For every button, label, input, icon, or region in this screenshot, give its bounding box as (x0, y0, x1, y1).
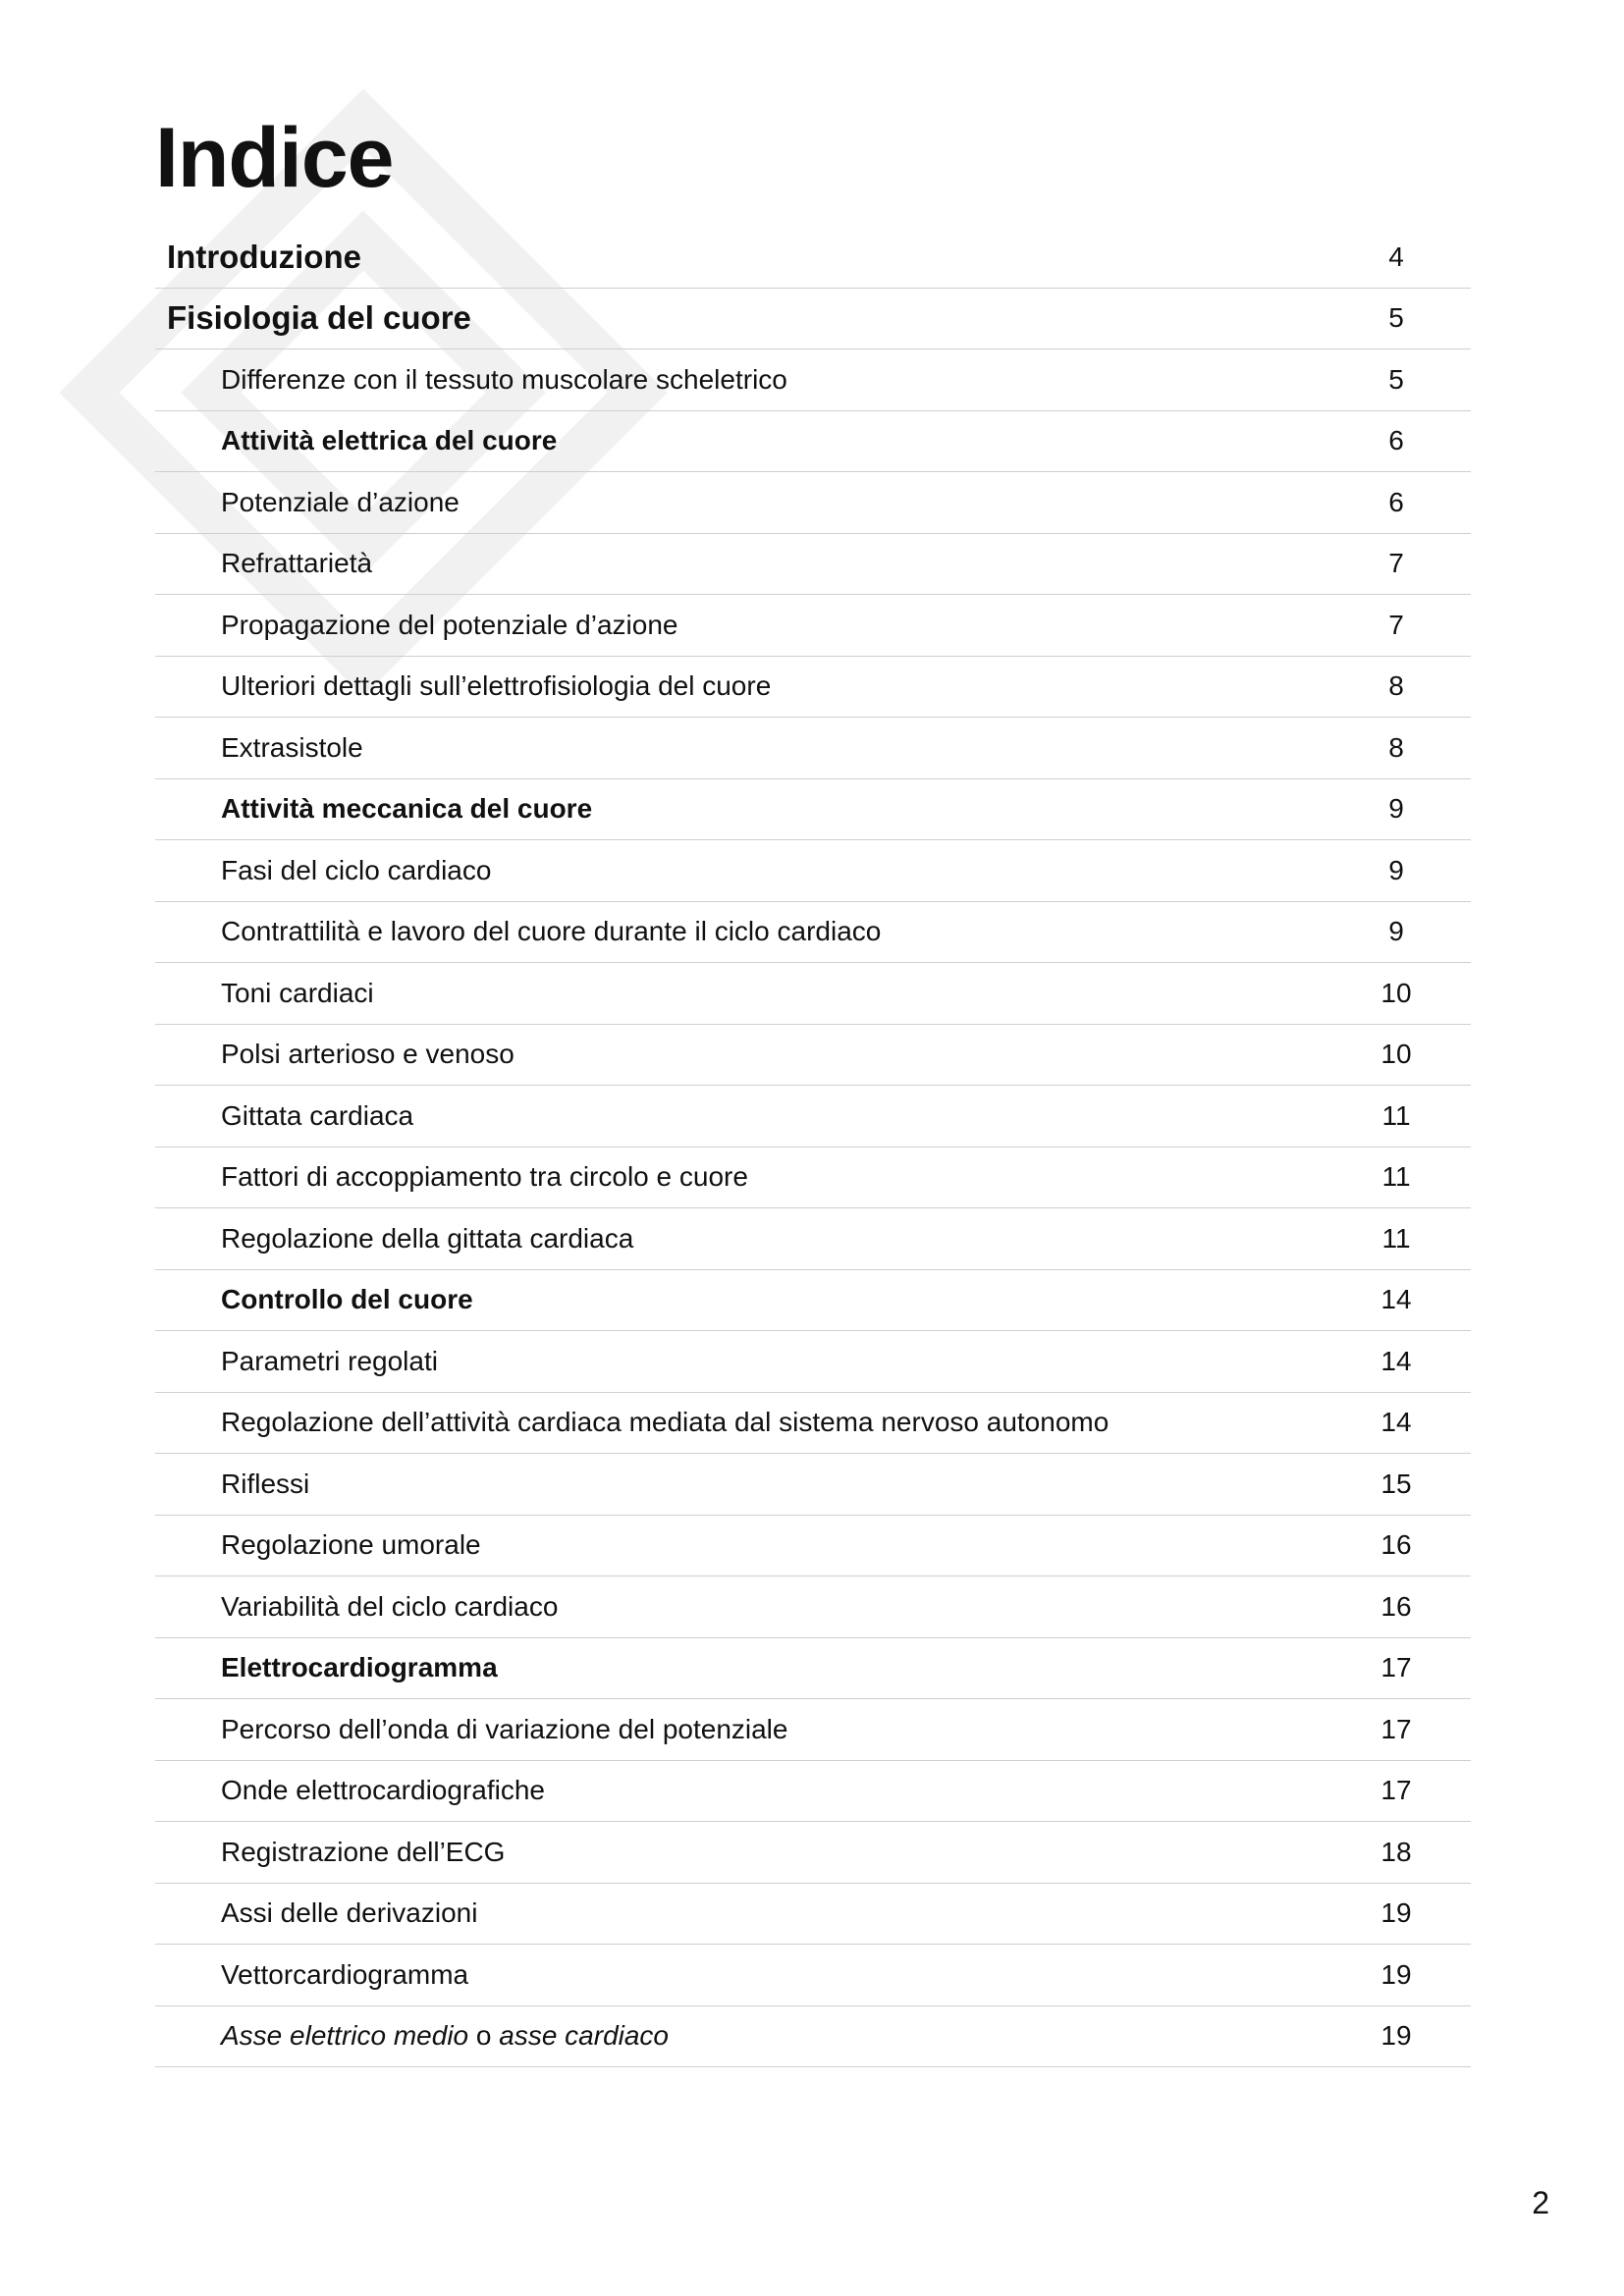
toc-entry-label: Differenze con il tessuto muscolare scheletrico (221, 363, 787, 395)
toc-entry-page: 9 (1388, 854, 1404, 885)
toc-entry[interactable] (155, 349, 1471, 411)
toc-entry[interactable] (155, 657, 1471, 719)
toc-entry-page: 19 (1380, 1958, 1412, 1990)
toc-entry-page: 7 (1388, 548, 1404, 579)
toc-entry-page: 7 (1388, 609, 1404, 640)
toc-entry-label: Ulteriori dettagli sull’elettrofisiologia del cuore (221, 670, 772, 702)
toc-entry-page: 15 (1380, 1468, 1412, 1499)
toc-entry-label: Onde elettrocardiografiche (221, 1775, 545, 1806)
toc-entry[interactable] (155, 1025, 1471, 1087)
toc-entry[interactable] (155, 1393, 1471, 1455)
toc-entry-label: Fasi del ciclo cardiaco (221, 854, 492, 885)
toc-entry[interactable] (155, 1270, 1471, 1332)
toc-entry-page: 14 (1380, 1345, 1412, 1376)
toc-entry[interactable] (155, 595, 1471, 657)
toc-entry-page: 11 (1381, 1099, 1411, 1131)
toc-entry-label: Toni cardiaci (221, 977, 374, 1008)
toc-entry[interactable] (155, 902, 1471, 964)
toc-entry[interactable] (155, 1516, 1471, 1577)
toc-entry-label: Assi delle derivazioni (221, 1897, 478, 1929)
toc-entry-label: Attività elettrica del cuore (221, 425, 558, 456)
toc-entry-label: Regolazione dell’attività cardiaca mediata dal sistema nervoso autonomo (221, 1407, 1110, 1438)
toc-entry-label: Extrasistole (221, 731, 363, 763)
toc-entry-label: Introduzione (167, 238, 361, 275)
toc-entry-page: 9 (1388, 793, 1404, 825)
toc-entry[interactable] (155, 1945, 1471, 2006)
toc-entry-label: Propagazione del potenziale d’azione (221, 609, 678, 640)
toc-entry-page: 19 (1380, 1897, 1412, 1929)
toc-entry[interactable] (155, 840, 1471, 902)
toc-entry-page: 11 (1381, 1222, 1411, 1254)
toc-entry-page: 17 (1380, 1652, 1412, 1683)
toc-entry[interactable] (155, 1822, 1471, 1884)
toc-entry[interactable] (155, 1761, 1471, 1823)
toc-entry-page: 17 (1380, 1713, 1412, 1744)
toc-entry-page: 10 (1380, 977, 1412, 1008)
toc-entry[interactable] (155, 1148, 1471, 1209)
toc-entry-page: 5 (1388, 363, 1404, 395)
toc-entry-label: Contrattilità e lavoro del cuore durante il ciclo cardiaco (221, 916, 882, 947)
toc-entry[interactable] (155, 1699, 1471, 1761)
toc-entry[interactable] (155, 1208, 1471, 1270)
table-of-contents (155, 227, 1471, 2067)
toc-entry-label: Refrattarietà (221, 548, 373, 579)
toc-entry-label: Parametri regolati (221, 1345, 438, 1376)
page-title: Indice (155, 111, 394, 205)
toc-entry-page: 14 (1380, 1284, 1412, 1315)
toc-entry-label: Attività meccanica del cuore (221, 793, 593, 825)
toc-entry-label: Polsi arterioso e venoso (221, 1039, 514, 1070)
toc-entry-label: Potenziale d’azione (221, 486, 460, 517)
toc-entry-page: 14 (1380, 1407, 1412, 1438)
toc-entry-page: 10 (1380, 1039, 1412, 1070)
toc-entry[interactable] (155, 227, 1471, 289)
toc-entry-page: 11 (1381, 1161, 1411, 1193)
toc-entry-page: 17 (1380, 1775, 1412, 1806)
toc-entry[interactable] (155, 1331, 1471, 1393)
toc-entry[interactable] (155, 534, 1471, 596)
page-number: 2 (1532, 2185, 1549, 2220)
toc-entry-label: Percorso dell’onda di variazione del potenziale (221, 1713, 788, 1744)
toc-entry-label: Variabilità del ciclo cardiaco (221, 1590, 559, 1622)
toc-entry[interactable] (155, 411, 1471, 473)
toc-entry-label: Registrazione dell’ECG (221, 1836, 506, 1867)
toc-entry[interactable] (155, 2006, 1471, 2068)
toc-entry-page: 8 (1388, 731, 1404, 763)
toc-entry-label: Regolazione della gittata cardiaca (221, 1222, 634, 1254)
toc-entry-label: Asse elettrico medio o asse cardiaco (221, 2020, 670, 2052)
toc-entry[interactable] (155, 289, 1471, 350)
toc-entry-label: Elettrocardiogramma (221, 1652, 498, 1683)
toc-entry[interactable] (155, 1454, 1471, 1516)
toc-entry[interactable] (155, 1576, 1471, 1638)
toc-entry[interactable] (155, 1086, 1471, 1148)
toc-entry[interactable] (155, 1884, 1471, 1946)
toc-entry-page: 16 (1380, 1590, 1412, 1622)
toc-entry-label: Fisiologia del cuore (167, 299, 471, 337)
toc-entry-page: 6 (1388, 486, 1404, 517)
toc-entry-page: 8 (1388, 670, 1404, 702)
toc-entry-page: 4 (1388, 240, 1404, 272)
toc-entry[interactable] (155, 718, 1471, 779)
toc-entry-label: Regolazione umorale (221, 1529, 481, 1561)
toc-entry[interactable] (155, 472, 1471, 534)
toc-entry-page: 16 (1380, 1529, 1412, 1561)
toc-entry-page: 9 (1388, 916, 1404, 947)
toc-entry[interactable] (155, 963, 1471, 1025)
toc-entry-label: Controllo del cuore (221, 1284, 473, 1315)
toc-entry-page: 19 (1380, 2020, 1412, 2052)
toc-entry-label: Fattori di accoppiamento tra circolo e cuore (221, 1161, 748, 1193)
toc-entry-label: Gittata cardiaca (221, 1099, 414, 1131)
toc-entry[interactable] (155, 779, 1471, 841)
toc-entry-page: 6 (1388, 425, 1404, 456)
toc-entry-page: 5 (1388, 302, 1404, 334)
toc-entry-label: Vettorcardiogramma (221, 1958, 469, 1990)
toc-entry-page: 18 (1380, 1836, 1412, 1867)
toc-entry[interactable] (155, 1638, 1471, 1700)
toc-entry-label: Riflessi (221, 1468, 310, 1499)
